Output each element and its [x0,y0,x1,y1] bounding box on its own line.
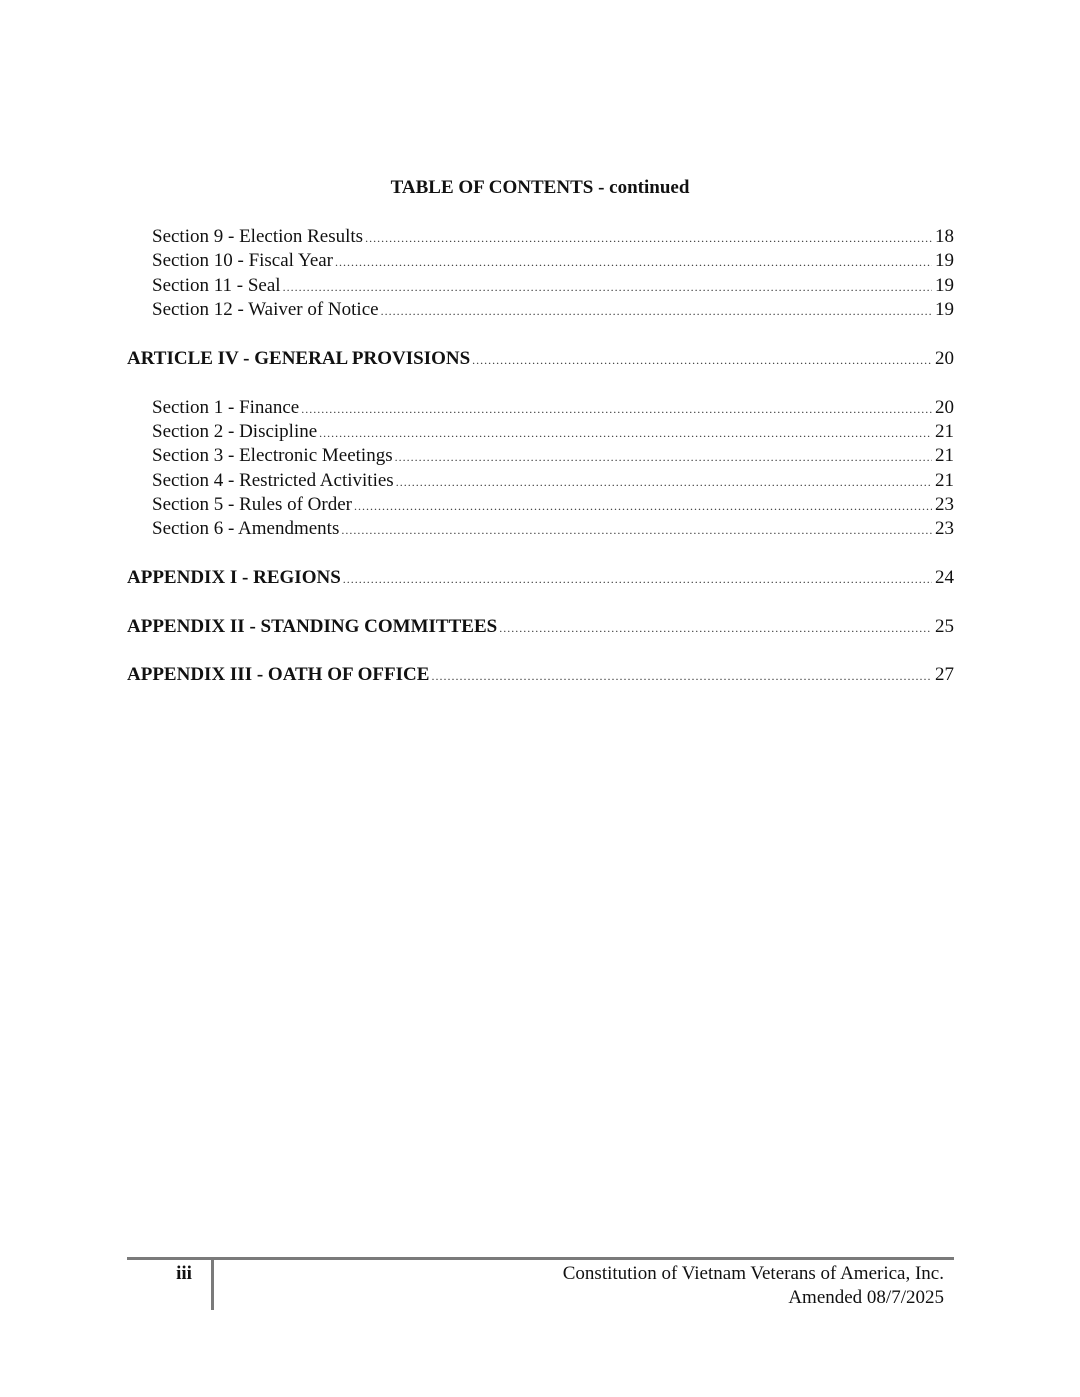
toc-entry-page: 20 [935,348,954,369]
page-title: TABLE OF CONTENTS - continued [390,177,690,198]
toc-entry-page: 23 [935,494,954,515]
dot-leader [335,250,932,274]
toc-entry-section-5[interactable] [0,493,954,517]
toc-entry-label: Section 11 - Seal [152,275,281,296]
dot-leader [354,494,932,518]
toc-entry-page: 19 [935,275,954,296]
toc-entry-label: Section 10 - Fiscal Year [152,250,334,271]
toc-entry-appendix-ii[interactable] [0,615,954,639]
toc-entry-label: APPENDIX III - OATH OF OFFICE [127,664,430,685]
footer-amended-date: Amended 08/7/2025 [788,1287,944,1308]
dot-leader [395,445,932,469]
toc-entry-section-1[interactable] [0,396,954,420]
footer-rule [127,1257,954,1260]
toc-entry-appendix-i[interactable] [0,566,954,590]
toc-entry-page: 21 [935,421,954,442]
dot-leader [365,226,932,250]
toc-entry-label: APPENDIX I - REGIONS [127,567,341,588]
toc-entry-section-10[interactable] [0,249,954,273]
toc-entry-page: 21 [935,445,954,466]
toc-entry-page: 19 [935,250,954,271]
toc-entry-section-9[interactable] [0,225,954,249]
footer-divider [211,1260,214,1310]
toc-entry-section-11[interactable] [0,274,954,298]
toc-entry-label: Section 12 - Waiver of Notice [152,299,379,320]
toc-entry-page: 25 [935,616,954,637]
toc-entry-page: 27 [935,664,954,685]
toc-entry-page: 24 [935,567,954,588]
dot-leader [343,567,932,591]
dot-leader [431,664,932,688]
toc-entry-appendix-iii[interactable] [0,663,954,687]
toc-entry-label: Section 5 - Rules of Order [152,494,352,515]
toc-entry-label: ARTICLE IV - GENERAL PROVISIONS [127,348,471,369]
dot-leader [301,397,932,421]
toc-entry-section-6[interactable] [0,517,954,541]
dot-leader [396,470,932,494]
footer-page-number: iii [176,1263,192,1284]
toc-entry-label: Section 1 - Finance [152,397,300,418]
dot-leader [472,348,932,372]
toc-entry-page: 19 [935,299,954,320]
toc-entry-label: APPENDIX II - STANDING COMMITTEES [127,616,498,637]
toc-entry-section-2[interactable] [0,420,954,444]
toc-entry-label: Section 3 - Electronic Meetings [152,445,393,466]
toc-entry-page: 18 [935,226,954,247]
dot-leader [319,421,932,445]
toc-entry-article-iv[interactable] [0,347,954,371]
toc-entry-page: 23 [935,518,954,539]
dot-leader [381,299,932,323]
toc-entry-section-4[interactable] [0,469,954,493]
footer-document-title: Constitution of Vietnam Veterans of America, Inc. [562,1263,944,1284]
toc-entry-page: 20 [935,397,954,418]
toc-entry-label: Section 2 - Discipline [152,421,318,442]
toc-entry-label: Section 6 - Amendments [152,518,340,539]
toc-entry-section-12[interactable] [0,298,954,322]
dot-leader [341,518,932,542]
toc-entry-label: Section 9 - Election Results [152,226,364,247]
dot-leader [499,616,932,640]
toc-entry-page: 21 [935,470,954,491]
toc-entry-label: Section 4 - Restricted Activities [152,470,394,491]
dot-leader [283,275,932,299]
toc-entry-section-3[interactable] [0,444,954,468]
